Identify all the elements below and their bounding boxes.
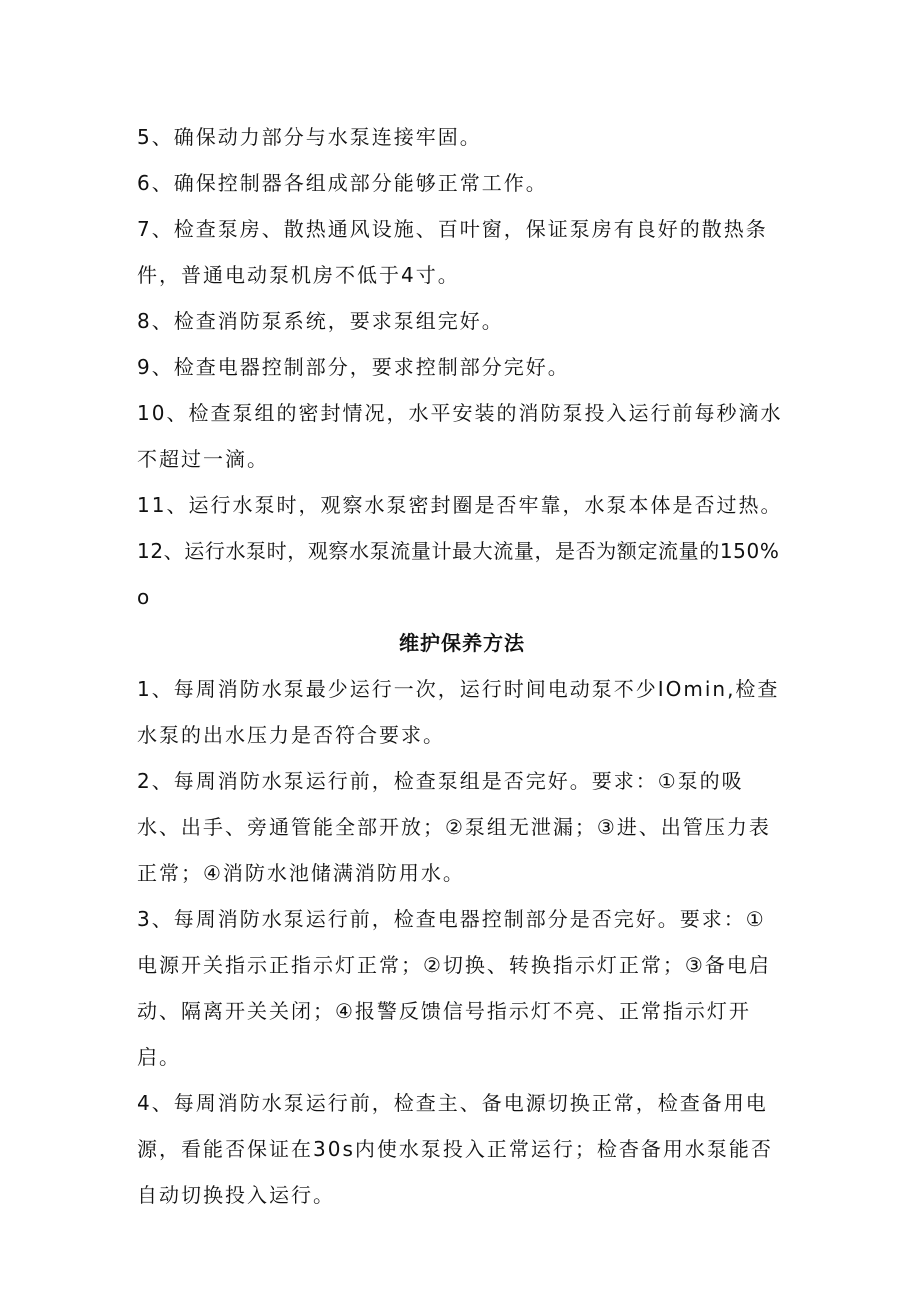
document-body <box>137 114 787 1218</box>
maintenance-item-4: 4、每周消防水泵运行前，检查主、备电源切换正常，检查备用电源，看能否保证在30s内使水泵投入正常运行；检杳备用水泵能否自动切换投入运行。 <box>137 1091 773 1207</box>
check-item-10: 10、检查泵组的密封情况，水平安装的消防泵投入运行前每秒滴水不超过一滴。 <box>137 401 783 471</box>
check-item-8: 8、检查消防泵系统，要求泵组完好。 <box>137 309 504 333</box>
check-item-12: 12、运行水泵时，观察水泵流量计最大流量，是否为额定流量的150%o <box>137 539 780 609</box>
check-item-9: 9、检查电器控制部分，要求控制部分完好。 <box>137 355 570 379</box>
maintenance-item-3: 3、每周消防水泵运行前，检查电器控制部分是否完好。要求：①电源开关指示正指示灯正常；②切换、转换指示灯正常；③备电启动、隔离开关关闭；④报警反馈信号指示灯不亮、正常指示灯开启。 <box>137 907 771 1069</box>
section-heading-maintenance: 维护保养方法 <box>399 631 525 655</box>
check-item-7: 7、检查泵房、散热通风设施、百叶窗，保证泵房有良好的散热条件，普通电动泵机房不低于4寸。 <box>137 217 768 287</box>
maintenance-item-1: 1、每周消防水泵最少运行一次，运行时间电动泵不少IOmin,检查水泵的出水压力是否符合要求。 <box>137 677 780 747</box>
check-item-5: 5、确保动力部分与水泵连接牢固。 <box>137 125 482 149</box>
check-item-6: 6、确保控制器各组成部分能够正常工作。 <box>137 171 548 195</box>
maintenance-item-2: 2、每周消防水泵运行前，检查泵组是否完好。要求：①泵的吸水、出手、旁通管能全部开放；②泵组无泄漏；③进、出管压力表正常；④消防水池储满消防用水。 <box>137 769 771 885</box>
check-item-11: 11、运行水泵时，观察水泵密封圈是否牢靠，水泵本体是否过热。 <box>137 493 783 517</box>
